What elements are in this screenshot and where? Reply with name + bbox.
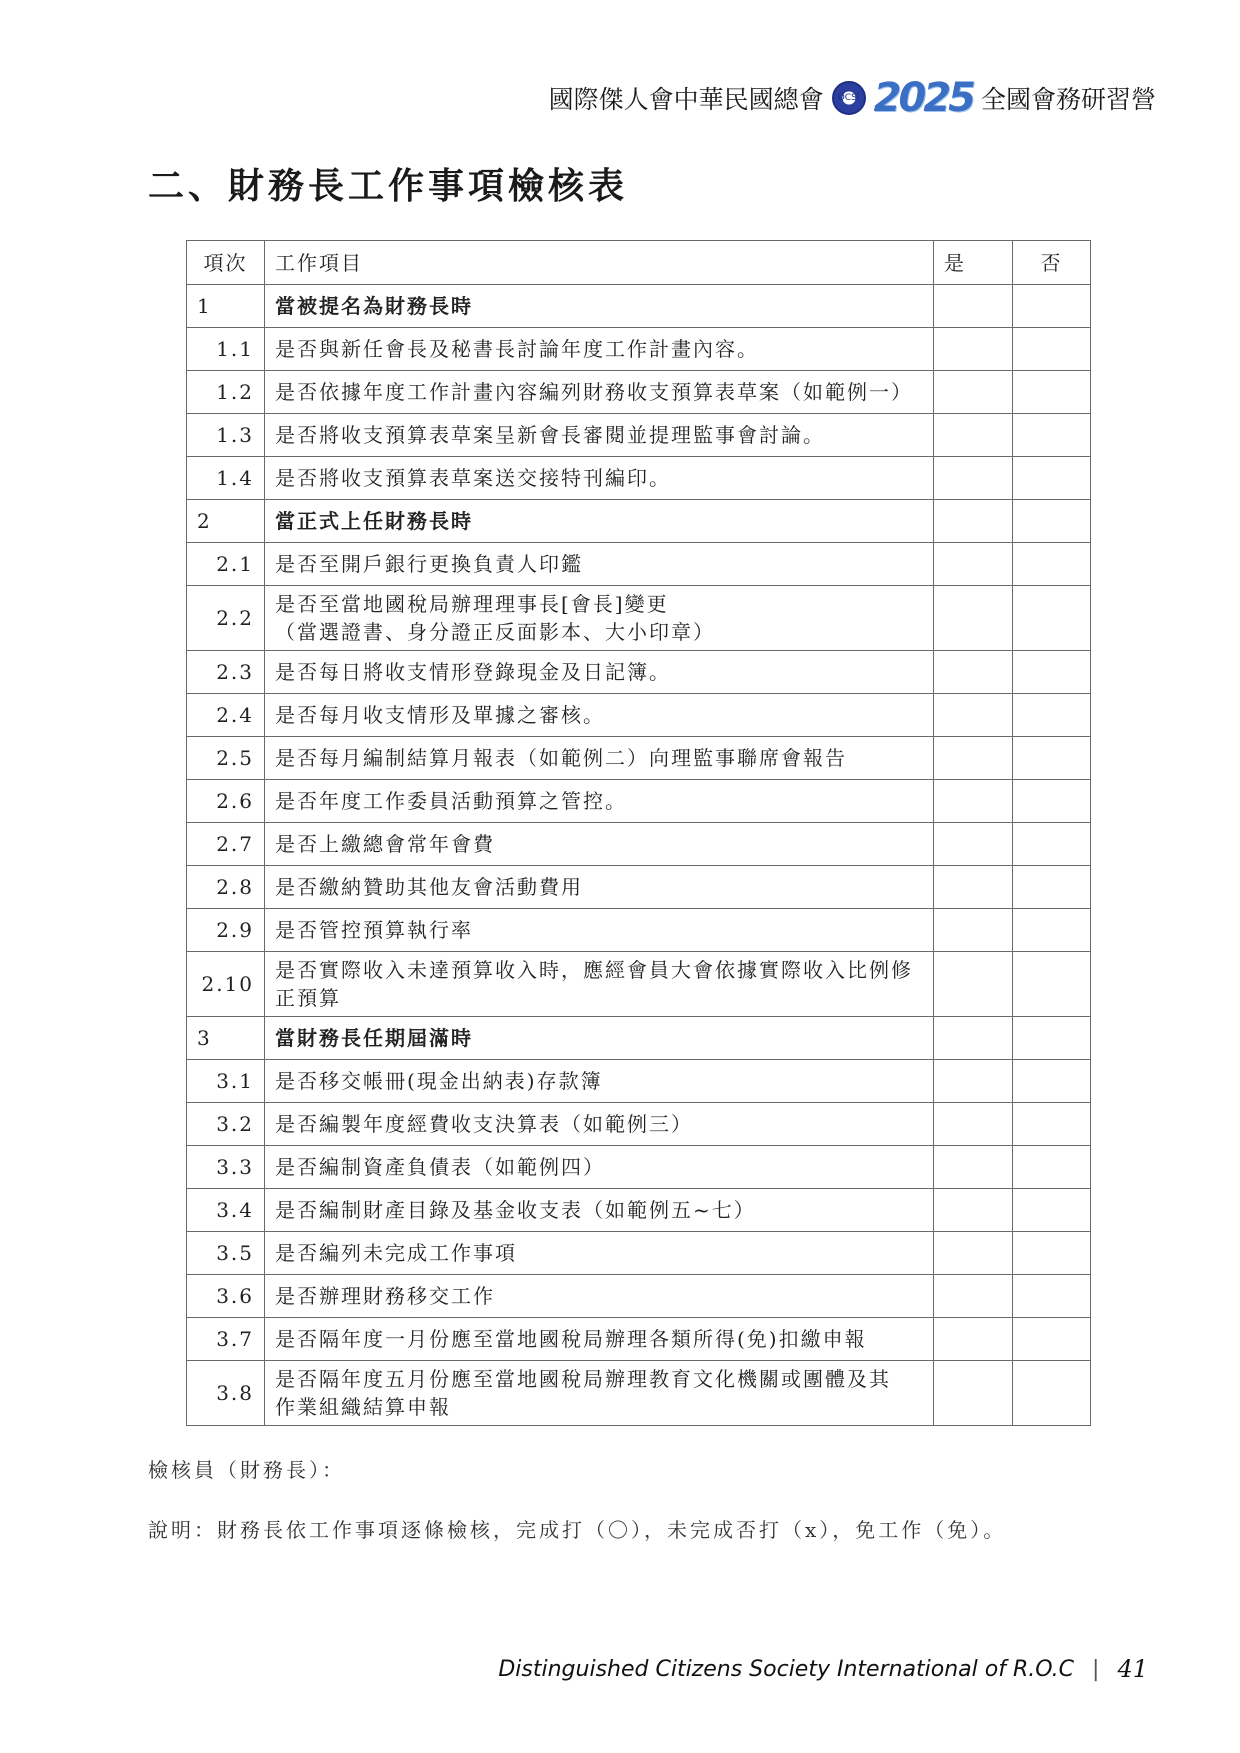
item-description bbox=[265, 586, 934, 651]
no-box bbox=[1013, 909, 1091, 952]
page-header bbox=[548, 75, 1156, 121]
yes-box bbox=[934, 1189, 1013, 1232]
yes-box bbox=[934, 1361, 1013, 1426]
item-description: 當正式上任財務長時 bbox=[265, 500, 934, 543]
event-name: 全國會務研習營 bbox=[980, 85, 1156, 114]
item-number: 3.4 bbox=[187, 1189, 265, 1232]
yes-box bbox=[934, 952, 1013, 1017]
item-number: 2.6 bbox=[187, 780, 265, 823]
item-number: 3.1 bbox=[187, 1060, 265, 1103]
no-box bbox=[1013, 414, 1091, 457]
no-box bbox=[1013, 500, 1091, 543]
yes-box bbox=[934, 1146, 1013, 1189]
table-row bbox=[187, 952, 1091, 1017]
item-number: 2.9 bbox=[187, 909, 265, 952]
item-text-line: 是否隔年度五月份應至當地國稅局辦理教育文化機關或團體及其 bbox=[275, 1367, 891, 1391]
no-box bbox=[1013, 1275, 1091, 1318]
inspector-label: 檢核員（財務長）： bbox=[148, 1458, 345, 1482]
table-row bbox=[187, 1275, 1091, 1318]
item-text-line: 作業組織結算申報 bbox=[275, 1395, 451, 1419]
table-row bbox=[187, 694, 1091, 737]
table-row bbox=[187, 651, 1091, 694]
table-row bbox=[187, 1232, 1091, 1275]
item-text-line: 正預算 bbox=[275, 986, 341, 1010]
table-row bbox=[187, 586, 1091, 651]
footer-org-name: Distinguished Citizens Society International of R.O.C bbox=[498, 1656, 1075, 1682]
header-item: 工作項目 bbox=[265, 241, 934, 285]
no-box bbox=[1013, 1318, 1091, 1361]
item-description: 是否繳納贊助其他友會活動費用 bbox=[265, 866, 934, 909]
item-number: 3.6 bbox=[187, 1275, 265, 1318]
item-number: 2.7 bbox=[187, 823, 265, 866]
no-box bbox=[1013, 457, 1091, 500]
item-text-line: 是否實際收入未達預算收入時，應經會員大會依據實際收入比例修 bbox=[275, 958, 913, 982]
section-row bbox=[187, 500, 1091, 543]
yes-box bbox=[934, 909, 1013, 952]
item-description bbox=[265, 952, 934, 1017]
no-box bbox=[1013, 823, 1091, 866]
table-row bbox=[187, 328, 1091, 371]
table-row bbox=[187, 457, 1091, 500]
yes-box bbox=[934, 780, 1013, 823]
item-description: 是否每月編制結算月報表（如範例二）向理監事聯席會報告 bbox=[265, 737, 934, 780]
item-description: 是否編制財產目錄及基金收支表（如範例五~七） bbox=[265, 1189, 934, 1232]
no-box bbox=[1013, 1189, 1091, 1232]
no-box bbox=[1013, 1232, 1091, 1275]
table-header-row bbox=[187, 241, 1091, 285]
section-row bbox=[187, 285, 1091, 328]
item-description: 當被提名為財務長時 bbox=[265, 285, 934, 328]
item-description: 是否將收支預算表草案呈新會長審閱並提理監事會討論。 bbox=[265, 414, 934, 457]
table-row bbox=[187, 909, 1091, 952]
item-number: 3.3 bbox=[187, 1146, 265, 1189]
no-box bbox=[1013, 1017, 1091, 1060]
item-description: 是否編制資產負債表（如範例四） bbox=[265, 1146, 934, 1189]
item-text-line: （當選證書、身分證正反面影本、大小印章） bbox=[275, 620, 715, 644]
item-description: 是否編列未完成工作事項 bbox=[265, 1232, 934, 1275]
item-description: 是否辦理財務移交工作 bbox=[265, 1275, 934, 1318]
no-box bbox=[1013, 737, 1091, 780]
table-row bbox=[187, 1060, 1091, 1103]
item-number: 2.10 bbox=[187, 952, 265, 1017]
yes-box bbox=[934, 1318, 1013, 1361]
header-no-col: 否 bbox=[1013, 241, 1091, 285]
yes-box bbox=[934, 823, 1013, 866]
no-box bbox=[1013, 1361, 1091, 1426]
item-number: 1.1 bbox=[187, 328, 265, 371]
item-text-line: 是否至當地國稅局辦理理事長[會長]變更 bbox=[275, 592, 669, 616]
yes-box bbox=[934, 1232, 1013, 1275]
table-row bbox=[187, 1103, 1091, 1146]
yes-box bbox=[934, 866, 1013, 909]
table-row bbox=[187, 780, 1091, 823]
item-number: 1 bbox=[187, 285, 265, 328]
table-row bbox=[187, 1361, 1091, 1426]
yes-box bbox=[934, 1275, 1013, 1318]
yes-box bbox=[934, 543, 1013, 586]
item-description: 是否上繳總會常年會費 bbox=[265, 823, 934, 866]
table-row bbox=[187, 866, 1091, 909]
no-box bbox=[1013, 586, 1091, 651]
item-number: 2.5 bbox=[187, 737, 265, 780]
item-number: 2.8 bbox=[187, 866, 265, 909]
item-description: 是否每月收支情形及單據之審核。 bbox=[265, 694, 934, 737]
item-description: 是否依據年度工作計畫內容編列財務收支預算表草案（如範例一） bbox=[265, 371, 934, 414]
item-description: 是否編製年度經費收支決算表（如範例三） bbox=[265, 1103, 934, 1146]
no-box bbox=[1013, 651, 1091, 694]
yes-box bbox=[934, 694, 1013, 737]
explanation-note: 說明：財務長依工作事項逐條檢核，完成打（〇），未完成否打（x），免工作（免）。 bbox=[148, 1518, 1007, 1542]
no-box bbox=[1013, 694, 1091, 737]
item-description: 是否年度工作委員活動預算之管控。 bbox=[265, 780, 934, 823]
item-description: 是否每日將收支情形登錄現金及日記簿。 bbox=[265, 651, 934, 694]
table-row bbox=[187, 543, 1091, 586]
item-number: 2.1 bbox=[187, 543, 265, 586]
yes-box bbox=[934, 651, 1013, 694]
organization-name: 國際傑人會中華民國總會 bbox=[548, 85, 824, 114]
item-number: 2 bbox=[187, 500, 265, 543]
checklist-table bbox=[186, 240, 1091, 1426]
item-number: 3.5 bbox=[187, 1232, 265, 1275]
table-row bbox=[187, 1318, 1091, 1361]
yes-box bbox=[934, 1060, 1013, 1103]
table-row bbox=[187, 414, 1091, 457]
no-box bbox=[1013, 371, 1091, 414]
no-box bbox=[1013, 780, 1091, 823]
no-box bbox=[1013, 952, 1091, 1017]
yes-box bbox=[934, 1103, 1013, 1146]
yes-box bbox=[934, 328, 1013, 371]
footer-separator: | bbox=[1092, 1656, 1100, 1682]
page-number: 41 bbox=[1117, 1655, 1148, 1683]
yes-box bbox=[934, 1017, 1013, 1060]
item-number: 3.7 bbox=[187, 1318, 265, 1361]
table-row bbox=[187, 823, 1091, 866]
yes-box bbox=[934, 586, 1013, 651]
table-row bbox=[187, 737, 1091, 780]
yes-box bbox=[934, 500, 1013, 543]
item-description bbox=[265, 1361, 934, 1426]
yes-box bbox=[934, 371, 1013, 414]
table-row bbox=[187, 1146, 1091, 1189]
page-title: 二、財務長工作事項檢核表 bbox=[148, 165, 629, 207]
no-box bbox=[1013, 285, 1091, 328]
yes-box bbox=[934, 285, 1013, 328]
header-yes: 是 bbox=[934, 241, 1013, 285]
yes-box bbox=[934, 737, 1013, 780]
event-year-logo: 2025 bbox=[873, 75, 973, 121]
section-row bbox=[187, 1017, 1091, 1060]
item-number: 1.4 bbox=[187, 457, 265, 500]
item-number: 2.4 bbox=[187, 694, 265, 737]
no-box bbox=[1013, 543, 1091, 586]
no-box bbox=[1013, 328, 1091, 371]
item-description: 是否管控預算執行率 bbox=[265, 909, 934, 952]
item-description: 是否隔年度一月份應至當地國稅局辦理各類所得(免)扣繳申報 bbox=[265, 1318, 934, 1361]
item-description: 是否移交帳冊(現金出納表)存款簿 bbox=[265, 1060, 934, 1103]
item-number: 3.2 bbox=[187, 1103, 265, 1146]
no-box bbox=[1013, 1103, 1091, 1146]
item-description: 是否將收支預算表草案送交接特刊編印。 bbox=[265, 457, 934, 500]
item-number: 2.3 bbox=[187, 651, 265, 694]
item-number: 3 bbox=[187, 1017, 265, 1060]
society-emblem-icon: DCSI bbox=[832, 81, 866, 115]
item-description: 是否與新任會長及秘書長討論年度工作計畫內容。 bbox=[265, 328, 934, 371]
no-box bbox=[1013, 1060, 1091, 1103]
item-description: 是否至開戶銀行更換負責人印鑑 bbox=[265, 543, 934, 586]
yes-box bbox=[934, 414, 1013, 457]
item-description: 當財務長任期屆滿時 bbox=[265, 1017, 934, 1060]
page-footer bbox=[498, 1655, 1148, 1683]
item-number: 1.3 bbox=[187, 414, 265, 457]
yes-box bbox=[934, 457, 1013, 500]
header-no: 項次 bbox=[187, 241, 265, 285]
item-number: 1.2 bbox=[187, 371, 265, 414]
table-row bbox=[187, 1189, 1091, 1232]
item-number: 3.8 bbox=[187, 1361, 265, 1426]
table-row bbox=[187, 371, 1091, 414]
no-box bbox=[1013, 1146, 1091, 1189]
no-box bbox=[1013, 866, 1091, 909]
item-number: 2.2 bbox=[187, 586, 265, 651]
